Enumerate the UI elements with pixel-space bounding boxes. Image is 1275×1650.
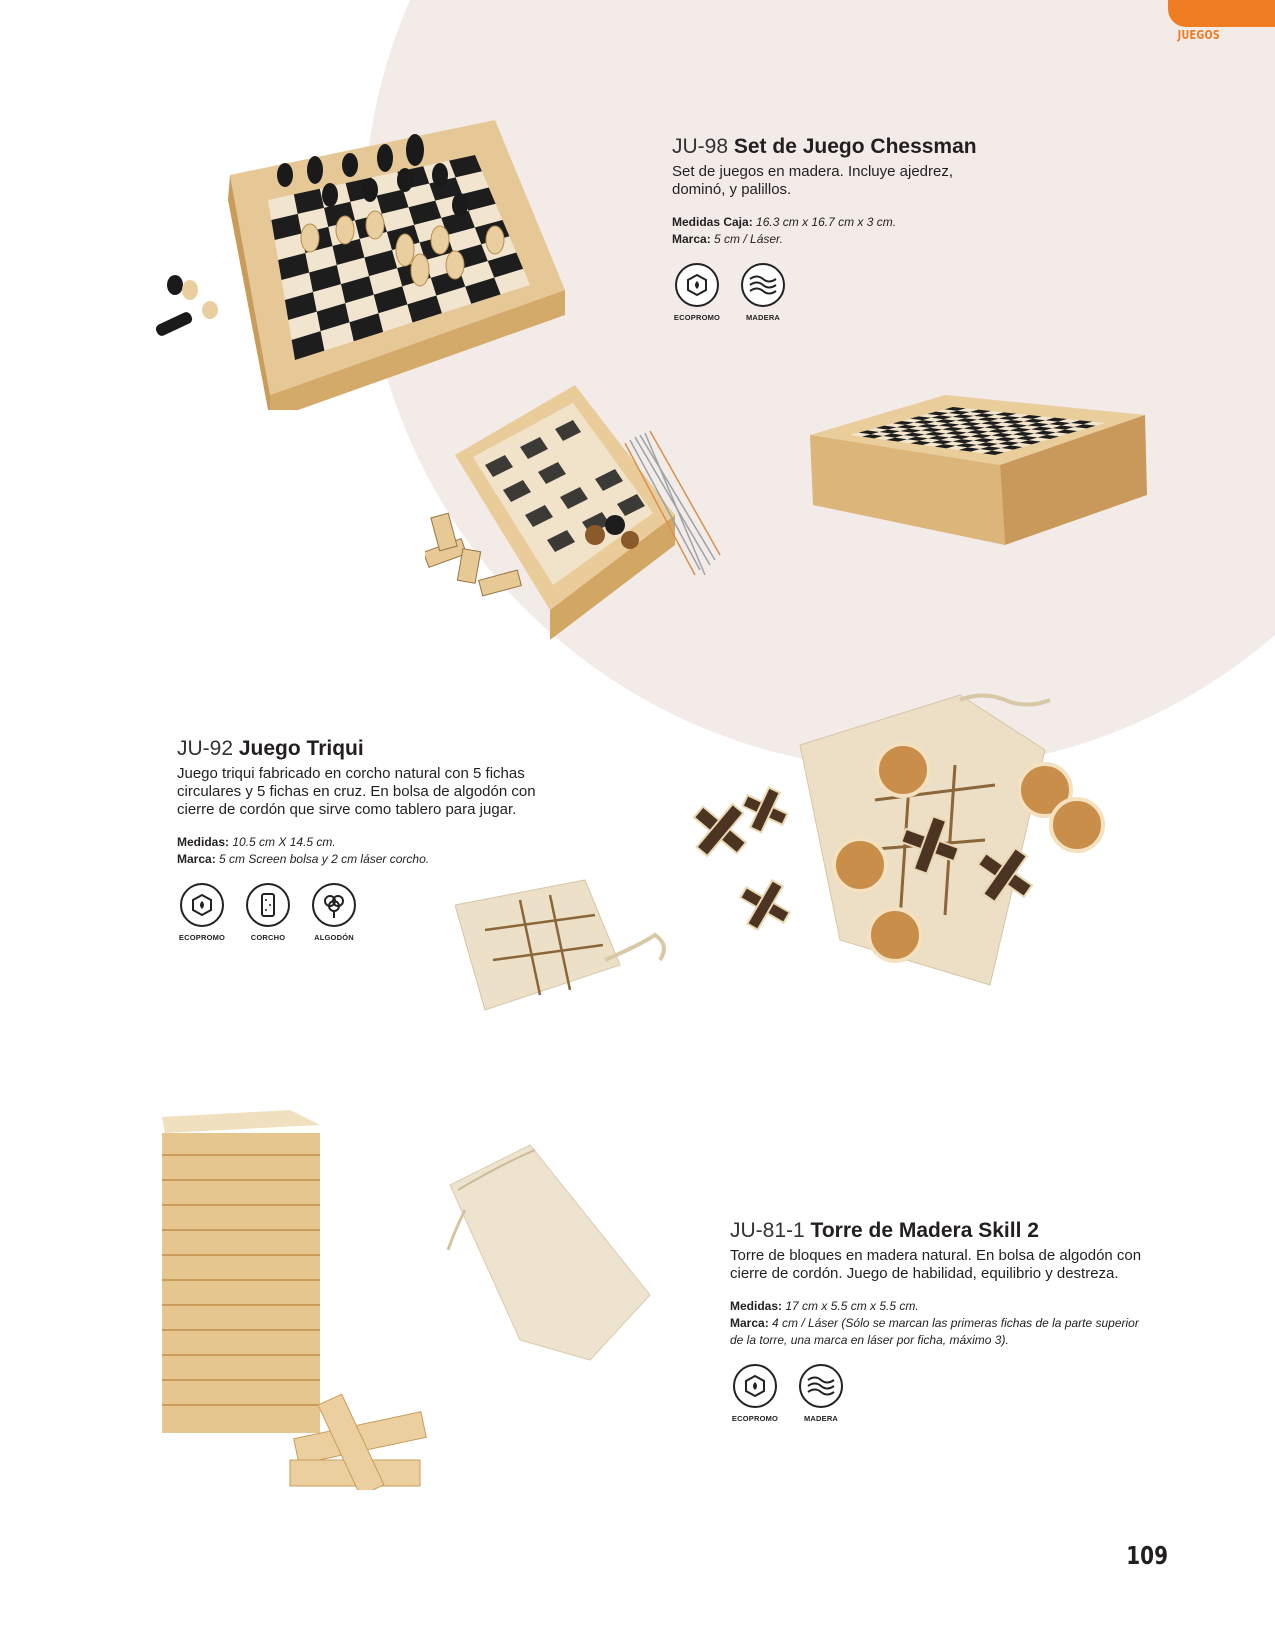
product-description: Torre de bloques en madera natural. En bolsa de algodón con cierre de cordón. Juego de habilidad, equilibrio y destreza.	[730, 1247, 1142, 1282]
badge-madera	[796, 1364, 846, 1423]
chess-domino-sticks-image	[425, 385, 760, 640]
product-description: Set de juegos en madera. Incluye ajedrez, dominó, y palillos.	[672, 163, 954, 198]
product-specs	[177, 834, 547, 868]
product-ju92	[177, 736, 547, 942]
spec-value: 4 cm / Láser (Sólo se marcan las primeras fichas de la parte superior de la torre, una marca en láser por ficha, máximo 3).	[730, 1316, 1139, 1347]
spec-label: Marca:	[672, 232, 711, 246]
badge-madera	[738, 263, 788, 322]
cotton-icon	[312, 883, 356, 927]
spec-value: 16.3 cm x 16.7 cm x 3 cm.	[756, 215, 897, 229]
badge-label: ECOPROMO	[673, 313, 721, 322]
page-number: 109	[1126, 1541, 1168, 1570]
badge-corcho	[243, 883, 293, 942]
product-title	[177, 736, 547, 762]
product-specs	[672, 214, 992, 248]
ecopromo-icon	[675, 263, 719, 307]
spec-label: Medidas:	[177, 835, 230, 849]
badge-ecopromo	[177, 883, 227, 942]
product-code: JU-92	[177, 737, 234, 760]
material-badges	[672, 263, 992, 322]
tictactoe-image	[455, 690, 1150, 1070]
section-label: JUEGOS	[1177, 28, 1220, 42]
product-description: Juego triqui fabricado en corcho natural con 5 fichas circulares y 5 fichas en cruz. En bolsa de algodón con cierre de cordón que sirve como tablero para jugar.	[177, 765, 536, 818]
spec-label: Marca:	[730, 1316, 769, 1330]
product-code: JU-81-1	[730, 1219, 805, 1242]
spec-value: 10.5 cm X 14.5 cm.	[232, 835, 336, 849]
material-badges	[177, 883, 547, 942]
chess-set-image	[150, 120, 580, 410]
product-specs	[730, 1298, 1160, 1349]
spec-label: Medidas Caja:	[672, 215, 753, 229]
badge-label: MADERA	[803, 1414, 839, 1423]
ecopromo-icon	[733, 1364, 777, 1408]
wood-tower-image	[140, 1105, 485, 1490]
wood-icon	[799, 1364, 843, 1408]
badge-label: CORCHO	[250, 933, 286, 942]
product-title	[672, 134, 992, 160]
product-name: Set de Juego Chessman	[733, 135, 977, 158]
spec-label: Marca:	[177, 852, 216, 866]
product-ju98	[672, 134, 992, 322]
badge-label: MADERA	[745, 313, 781, 322]
chess-box-image	[805, 395, 1150, 545]
wood-icon	[741, 263, 785, 307]
spec-label: Medidas:	[730, 1299, 783, 1313]
badge-algodon	[309, 883, 359, 942]
product-name: Torre de Madera Skill 2	[810, 1219, 1039, 1242]
product-title	[730, 1218, 1160, 1244]
spec-value: 5 cm Screen bolsa y 2 cm láser corcho.	[219, 852, 430, 866]
section-tab	[1168, 0, 1275, 27]
badge-ecopromo	[730, 1364, 780, 1423]
badge-ecopromo	[672, 263, 722, 322]
product-code: JU-98	[672, 135, 729, 158]
badge-label: ECOPROMO	[178, 933, 226, 942]
spec-value: 17 cm x 5.5 cm x 5.5 cm.	[785, 1299, 919, 1313]
spec-value: 5 cm / Láser.	[714, 232, 783, 246]
product-ju81-1	[730, 1218, 1160, 1423]
product-name: Juego Triqui	[238, 737, 364, 760]
badge-label: ALGODÓN	[314, 933, 354, 942]
badge-label: ECOPROMO	[731, 1414, 779, 1423]
cork-icon	[246, 883, 290, 927]
cotton-bag-image	[440, 1135, 660, 1375]
material-badges	[730, 1364, 1160, 1423]
ecopromo-icon	[180, 883, 224, 927]
